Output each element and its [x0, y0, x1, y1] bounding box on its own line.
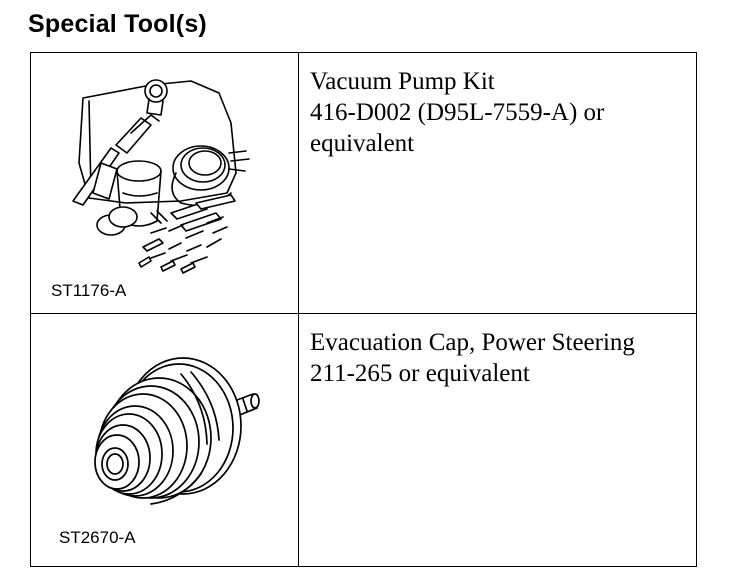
special-tools-table: [30, 52, 697, 567]
tool-name: Evacuation Cap, Power Steering: [310, 329, 635, 356]
evacuation-cap-illustration: [31, 314, 298, 564]
tool-description: [310, 327, 635, 389]
tool-row: [31, 314, 696, 566]
tool-code: ST1176-A: [51, 281, 127, 300]
tool-equivalent-note: equivalent: [310, 130, 415, 157]
tool-description-cell: [299, 314, 696, 566]
tool-part-number: 416-D002 (D95L-7559-A) or: [310, 99, 605, 126]
tool-code: ST2670-A: [59, 528, 136, 547]
tool-image-cell: [31, 53, 299, 313]
tool-description-cell: [299, 53, 696, 313]
page-title: Special Tool(s): [28, 10, 207, 38]
tool-row: [31, 53, 696, 314]
tool-name: Vacuum Pump Kit: [310, 68, 495, 95]
vacuum-pump-kit-illustration: [31, 53, 298, 312]
tool-description: [310, 66, 604, 159]
tool-image-cell: [31, 314, 299, 566]
tool-part-number: 211-265 or equivalent: [310, 360, 530, 387]
